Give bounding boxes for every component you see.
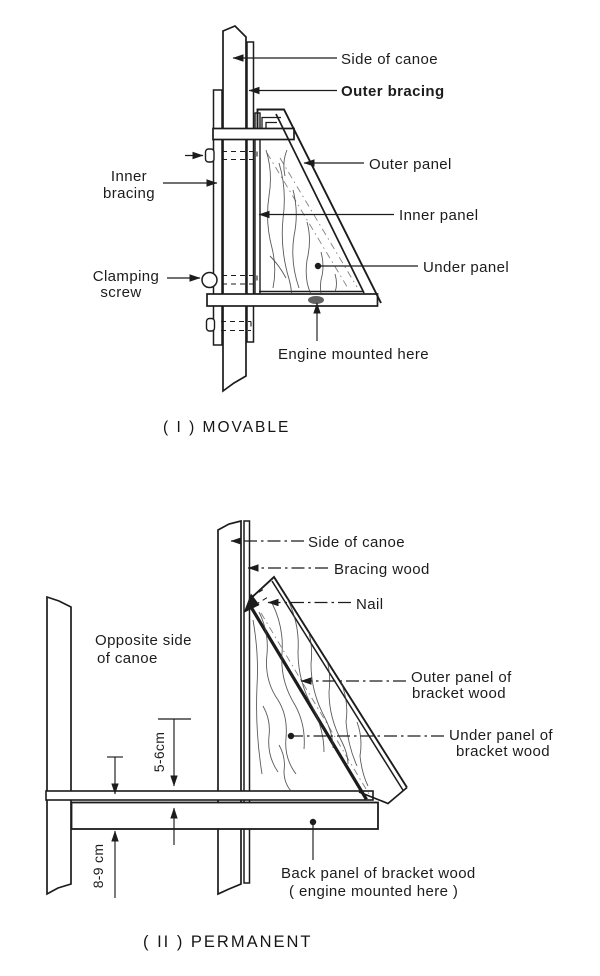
top-clamp-bar xyxy=(213,129,294,140)
label-inner-bracing-2: bracing xyxy=(103,185,155,202)
cross-bar xyxy=(46,791,373,800)
label-inner-bracing-1: Inner xyxy=(110,168,148,185)
label-outer-bracing: Outer bracing xyxy=(341,83,445,100)
opposite-canoe-side-section xyxy=(47,597,71,894)
label-opposite-side-2: of canoe xyxy=(97,650,158,667)
label-back-panel-2: ( engine mounted here ) xyxy=(289,883,459,900)
label-under-panel: Under panel xyxy=(423,259,510,276)
canoe-side-section xyxy=(218,521,241,894)
label-under-panel-2: bracket wood xyxy=(456,743,551,760)
label-side-of-canoe: Side of canoe xyxy=(308,534,405,551)
label-engine-mounted: Engine mounted here xyxy=(278,346,430,363)
label-back-panel-1: Back panel of bracket wood xyxy=(281,865,476,882)
label-outer-panel: Outer panel xyxy=(369,156,452,173)
figure-2-permanent xyxy=(46,521,553,951)
clamping-screw-lower xyxy=(207,319,252,332)
label-outer-panel-2: bracket wood xyxy=(412,685,507,702)
bottom-clamp-bar xyxy=(207,294,378,306)
label-opposite-side-1: Opposite side xyxy=(95,632,192,649)
caption-movable: ( I ) MOVABLE xyxy=(163,419,291,436)
dimension-5-6cm-text: 5-6cm xyxy=(151,731,167,773)
label-bracing-wood: Bracing wood xyxy=(334,561,430,578)
figure-1-movable xyxy=(93,26,509,436)
canoe-side-section xyxy=(223,26,246,391)
label-nail: Nail xyxy=(356,596,384,613)
bracket-wood-grain xyxy=(253,598,369,794)
label-inner-panel: Inner panel xyxy=(399,207,479,224)
label-outer-panel-1: Outer panel of xyxy=(411,669,512,686)
label-under-panel-1: Under panel of xyxy=(449,727,554,744)
label-clamping-screw-1: Clamping xyxy=(92,268,160,285)
back-panel-bar xyxy=(72,803,379,830)
label-clamping-screw-2: screw xyxy=(100,284,142,301)
label-side-of-canoe: Side of canoe xyxy=(341,51,438,68)
ink-smudge xyxy=(308,296,324,304)
caption-permanent: ( II ) PERMANENT xyxy=(143,933,313,951)
dimension-8-9cm-text: 8-9 cm xyxy=(90,843,106,889)
